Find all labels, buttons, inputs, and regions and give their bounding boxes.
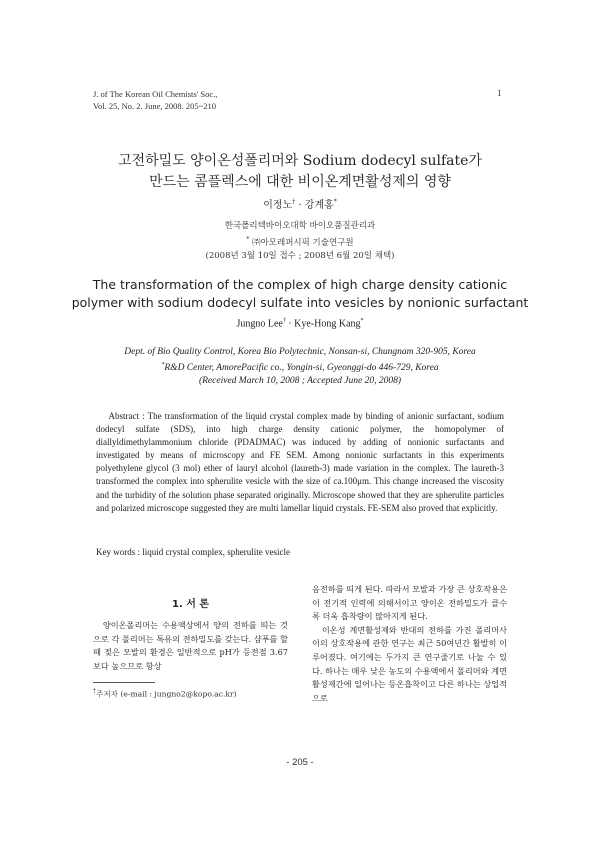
english-author-1: Jungno Lee <box>236 318 283 330</box>
left-column <box>93 595 288 673</box>
affiliation-mark: * <box>360 318 364 324</box>
intro-paragraph: 양이온폴리머는 수용액상에서 양의 전하를 띄는 것으로 각 폴리머는 특유의 전하밀도를 갖는다. 샴푸를 할 때 젖은 모발의 환경은 일반적으로 pH가 등전점 3.67보다 높으므로 항상 <box>93 620 288 671</box>
journal-name: J. of The Korean Oil Chemists' Soc., <box>93 89 218 99</box>
right-paragraph-2: 이온성 계면활성제와 반대의 전하를 가진 폴리머사이의 상호작용에 관한 연구는 최근 50여년간 활발히 이루어졌다. 여기에는 두가지 큰 연구줄기로 나눌 수 있다. 하나는 매우 낮은 농도의 수용액에서 폴리머와 계면활성제간에 일어나는 등온흡착이고 다른 하나는 상업적으로 <box>312 624 507 703</box>
affiliation-mark: * <box>333 198 337 206</box>
abstract-label: Abstract : <box>108 411 145 421</box>
korean-affiliation <box>60 220 540 263</box>
english-affiliation-2: *R&D Center, AmorePacific co., Yongin-si, Gyeonggi-do 446-729, Korea <box>161 362 439 374</box>
journal-volume: Vol. 25, No. 2. June, 2008. 205~210 <box>93 101 216 111</box>
page-number: 1 <box>497 88 502 98</box>
affiliation-mark: * <box>161 362 165 368</box>
keywords-label: Key words : <box>96 547 140 557</box>
korean-authors <box>60 196 540 211</box>
affiliation-mark: * <box>246 236 250 243</box>
journal-citation <box>93 88 217 112</box>
author-separator: · <box>288 318 292 330</box>
korean-affiliation-1: 한국폴리텍바이오대학 바이오품질관리과 <box>224 221 376 231</box>
footnote-text: 주저자 (e-mail : jungno2@kopo.ac.kr) <box>96 689 237 699</box>
right-column <box>312 583 507 705</box>
footnote-divider <box>93 682 155 683</box>
english-title-line2: polymer with sodium dodecyl sulfate into vesicles by nonionic surfactant <box>71 295 529 310</box>
english-affiliation <box>60 346 540 388</box>
corresponding-mark: † <box>292 198 296 206</box>
abstract <box>96 410 504 515</box>
english-dates: (Received March 10, 2008 ; Accepted June 20, 2008) <box>198 376 402 387</box>
right-paragraph-1: 음전하를 띄게 된다. 따라서 모발과 가장 큰 상호작용은 이 전기적 인력에 의해서이고 양이온 전하밀도가 클수록 더욱 흡착량이 많아지게 된다. <box>312 584 507 622</box>
korean-author-1: 이정노 <box>263 200 293 211</box>
footnote <box>93 688 237 700</box>
keywords-text: liquid crystal complex, spherulite vesicle <box>142 547 290 557</box>
corresponding-mark: † <box>282 318 286 324</box>
korean-title-line2: 만드는 콤플렉스에 대한 비이온계면활성제의 영향 <box>149 174 451 190</box>
keywords <box>96 547 504 557</box>
korean-affiliation-2: * ㈜아모레퍼시픽 기술연구원 <box>246 236 354 248</box>
korean-dates: (2008년 3월 10일 접수 ; 2008년 6월 20일 채택) <box>205 250 395 261</box>
corresponding-mark: † <box>93 688 96 695</box>
korean-author-2: 강계홍 <box>304 200 334 211</box>
section-heading: 1. 서 론 <box>171 599 210 610</box>
english-author-2: Kye-Hong Kang <box>294 318 361 330</box>
korean-title-line1: 고전하밀도 양이온성폴리머와 Sodium dodecyl sulfate가 <box>118 153 482 169</box>
english-title <box>40 276 560 312</box>
author-separator: · <box>298 200 302 211</box>
english-affiliation-1: Dept. of Bio Quality Control, Korea Bio Polytechnic, Nonsan-si, Chungnam 320-905, Korea <box>124 347 476 357</box>
folio: - 205 - <box>286 757 314 768</box>
english-title-line1: The transformation of the complex of high charge density cationic <box>92 277 508 292</box>
english-authors <box>60 318 540 329</box>
korean-title <box>60 151 540 193</box>
abstract-text: The transformation of the liquid crystal complex made by binding of anionic surfactant, sodium dodecyl sulfate (SDS), into high charge density cationic polymer, the homopolymer of diallyldimethylammonium chloride (PDADMAC) was induced by adding of nonionic surfactants and investigated by means of microscopy and FE SEM. Among nonionic surfactants in this experiments polyethylene glycol (3 mol) ether of lauryl alcohol (laureth-3) made variation in the complex. The laureth-3 transformed the complex into spherulite vesicle with the size of ca.100μm. This change increased the viscosity and the turbidity of the solution phase separated originally. Microscope showed that they are spherulite particles and polarized microscope suggested they are multi lamellar liquid crystals. FE-SEM also proved that explicitly. <box>96 411 504 513</box>
